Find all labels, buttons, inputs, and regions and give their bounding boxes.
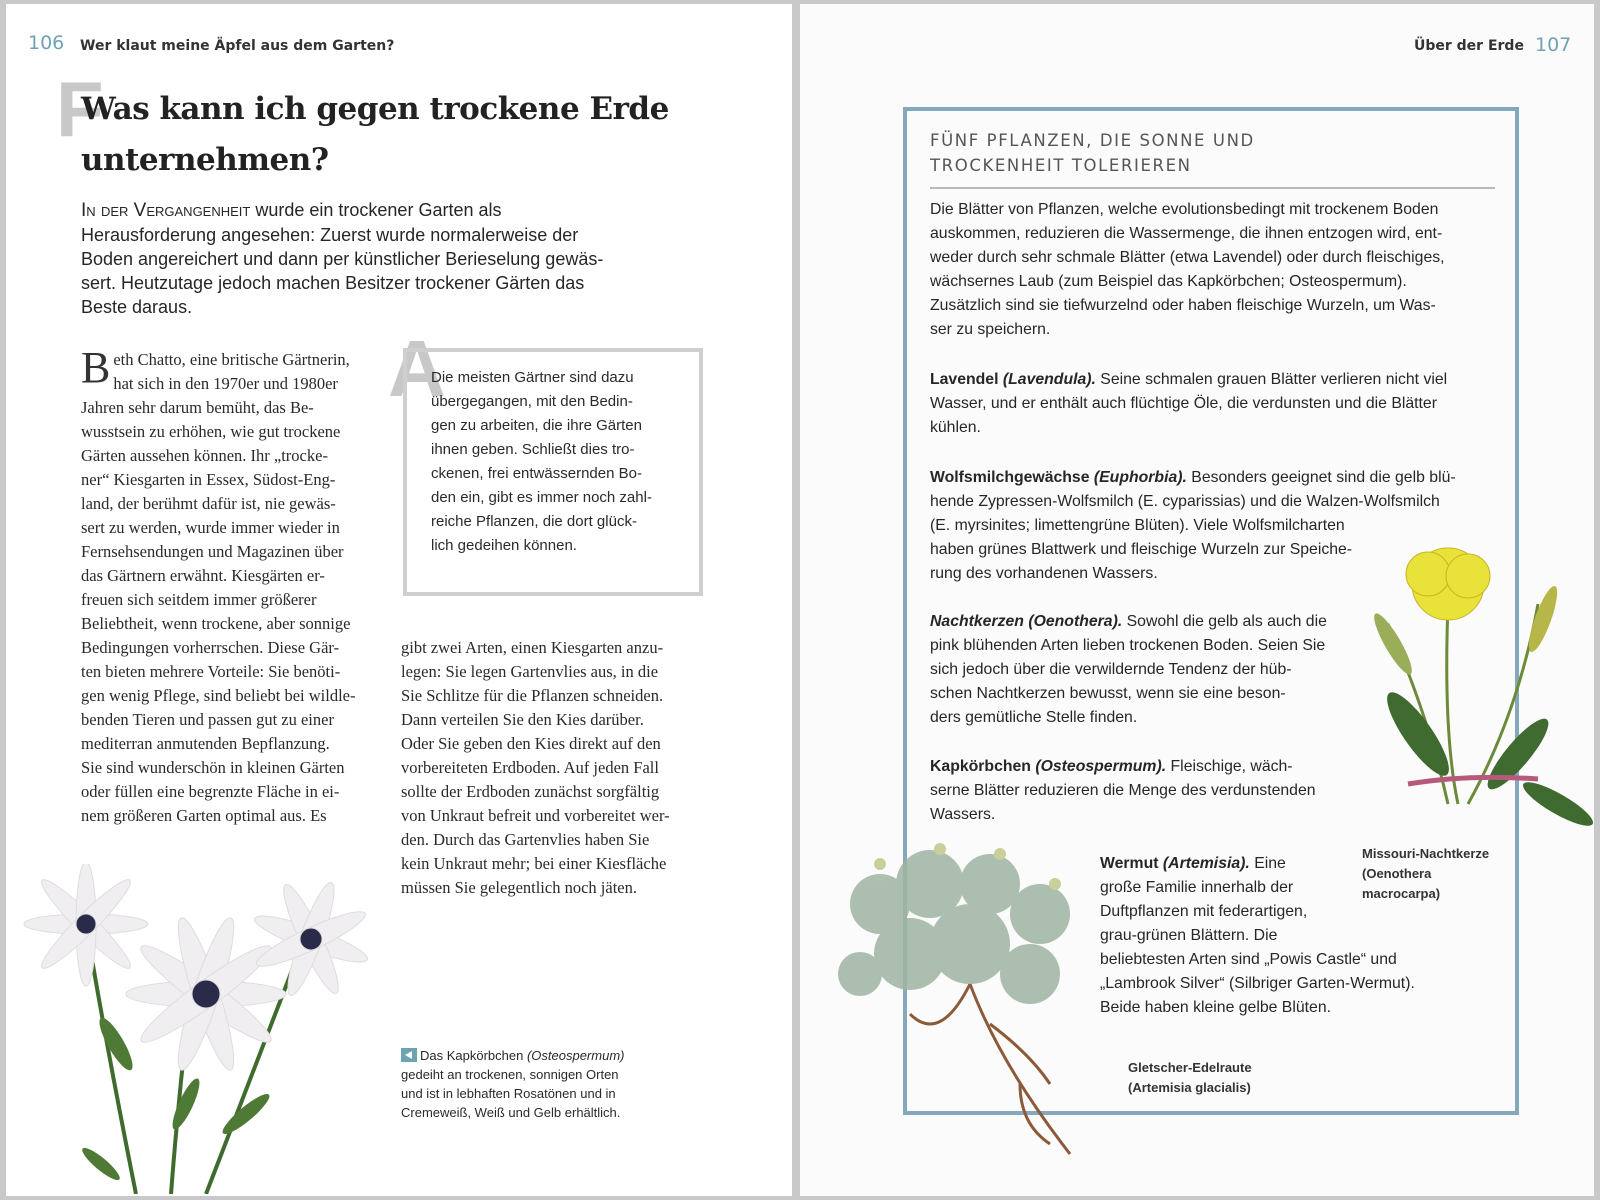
right-page — [800, 4, 1594, 1196]
plant-name: Kapkörbchen — [930, 758, 1031, 775]
left-page — [6, 4, 792, 1196]
plant-text: Fleischige, wäch- serne Blätter reduzieren die Menge des verdunstenden Wassers. — [930, 758, 1316, 823]
decorative-drop-letter: F — [56, 65, 104, 153]
page-title: Was kann ich gegen trockene Erde unternehmen? — [81, 91, 669, 178]
lead-smallcaps: In der Vergangenheit — [81, 200, 251, 221]
caption-latin: (Osteospermum) — [526, 1048, 625, 1063]
artemisia-label: Gletscher-Edelraute (Artemisia glacialis) — [1128, 1060, 1252, 1095]
plant-name: Wermut — [1100, 855, 1159, 872]
plant-name: Wolfsmilchgewächse — [930, 469, 1090, 486]
plant-text: Sowohl die gelb als auch die pink blühenden Arten lieben trockenen Boden. Seien Sie sich jedoch über die verwildernde Tendenz der hüb- schen Nachtkerzen bewusst, wenn sie eine beson- ders gemütliche Stelle finden. — [930, 613, 1327, 726]
plant-latin: (Lavendula). — [998, 371, 1096, 388]
plant-entry-osteospermum — [930, 755, 1370, 827]
box-heading: FÜNF PFLANZEN, DIE SONNE UND TROCKENHEIT TOLERIEREN — [930, 131, 1255, 175]
running-head: Über der Erde — [1414, 38, 1524, 54]
caption-arrow-icon — [401, 1048, 417, 1062]
plant-entry-lavendel — [930, 368, 1510, 440]
oenothera-label: Missouri-Nachtkerze (Oenothera macrocarpa) — [1362, 846, 1490, 901]
caption-text: gedeiht an trockenen, sonnigen Orten und ist in lebhaften Rosatönen und in Cremeweiß, Weiß und Gelb erhältlich. — [401, 1067, 621, 1120]
box-intro: Die Blätter von Pflanzen, welche evolutionsbedingt mit trockenem Boden auskommen, reduzieren die Wassermenge, die ihnen entzogen wird, ent- weder durch sehr schmale Blätter (etwa Lavendel) oder durch fleischiges, wächsernes Laub (zum Beispiel das Kapkörbchen; Osteospermum). Zusätzlich sind sie tiefwurzelnd oder haben fleischige Wurzeln, um Was- ser zu speichern. — [930, 201, 1445, 338]
page-number: 106 — [28, 32, 65, 54]
plant-text: Besonders geeignet sind die gelb blü- hende Zypressen-Wolfsmilch (E. cyparissias) und die Walzen-Wolfsmilch (E. myrsinites; limettengrüne Blüten). Viele Wolfsmilcharten haben grünes Blattwerk und fleischige Wurzeln zur Speiche- rung des vorhandenen Wassers. — [930, 469, 1456, 582]
evening-primrose-illustration — [1348, 534, 1594, 844]
callout-drop-letter: A — [388, 324, 446, 413]
callout-text: Die meisten Gärtner sind dazu übergegangen, mit den Bedin- gen zu arbeiten, die ihre Gärten ihnen geben. Schließt dies tro- ckenen, frei entwässernden Bo- den ein, gibt es immer noch zahl- reiche Pflanzen, die dort glück- lich gedeihen können. — [431, 369, 652, 554]
body-column-1 — [81, 343, 391, 828]
lead-paragraph — [81, 198, 641, 319]
flower — [24, 864, 371, 1074]
image-caption — [401, 1046, 661, 1122]
plant-entry-oenothera — [930, 610, 1370, 730]
body-column-1-text: eth Chatto, eine britische Gärtnerin, hat sich in den 1970er und 1980er Jahren sehr darum bemüht, das Be- wusstsein zu erhöhen, wie gut trockene Gärten aussehen können. Ihr „trocke- ner“ Kiesgarten in Essex, Südost-Eng- land, der berühmt dafür ist, nie gewäs- sert zu werden, wurde immer wieder in Fernsehsendungen und Magazinen über das Gärtnern erwähnt. Kiesgärten er- freuen sich seitdem immer größerer Beliebtheit, wenn trockene, aber sonnige Bedingungen vorherrschen. Diese Gär- ten bieten mehrere Vorteile: Sie benöti- gen wenig Pflege, sind beliebt bei wildle- benden Tieren und passen gut zu einer mediterran anmutenden Bepflanzung. Sie sind wunderschön in kleinen Gärten oder füllen eine begrenzte Fläche in ei- nem größeren Garten optimal aus. Es — [81, 350, 356, 825]
plant-latin: (Euphorbia). — [1089, 469, 1187, 486]
body-column-2: gibt zwei Arten, einen Kiesgarten anzu- legen: Sie legen Gartenvlies aus, in die Sie Schlitze für die Pflanzen schneiden. Dann verteilen Sie den Kies darüber. Oder Sie geben den Kies direkt auf den vorbereiteten Erdboden. Auf jeden Fall sollte der Erdboden zunächst sorgfältig von Unkraut befreit und vorbereitet wer- den. Durch das Gartenvlies haben Sie kein Unkraut mehr; bei einer Kiesfläche müssen Sie gelegentlich noch jäten. — [401, 638, 670, 897]
daisy-illustration — [6, 864, 406, 1194]
running-head: Wer klaut meine Äpfel aus dem Garten? — [80, 38, 395, 54]
plant-text: Eine große Familie innerhalb der Duftpflanzen mit federartigen, grau-grünen Blättern. Die beliebtesten Arten sind „Powis Castle“ und „Lambrook Silver“ (Silbriger Garten-Wermut). Beide haben kleine gelbe Blüten. — [1100, 855, 1415, 1016]
divider — [930, 187, 1495, 189]
page-number: 107 — [1535, 34, 1572, 56]
artemisia-illustration — [820, 824, 1100, 1164]
plant-text: Seine schmalen grauen Blätter verlieren nicht viel Wasser, und er enthält auch flüchtige Öle, die verdunsten und die Blätter kühlen. — [930, 371, 1448, 436]
plant-name: Lavendel — [930, 371, 999, 388]
initial-letter: B — [81, 343, 111, 392]
caption-lead: Das Kapkörbchen — [420, 1048, 527, 1063]
plant-latin: (Osteospermum). — [1030, 758, 1167, 775]
plant-latin: (Artemisia). — [1158, 855, 1250, 872]
lead-text: wurde ein trockener Garten als Herausforderung angesehen: Zuerst wurde normalerweise der Boden angereichert und dann per künstlicher Berieselung gewäs- sert. Heutzutage jedoch machen Besitzer trockener Gärten das Beste daraus. — [81, 200, 604, 317]
plant-latin: Nachtkerzen (Oenothera). — [930, 613, 1123, 630]
